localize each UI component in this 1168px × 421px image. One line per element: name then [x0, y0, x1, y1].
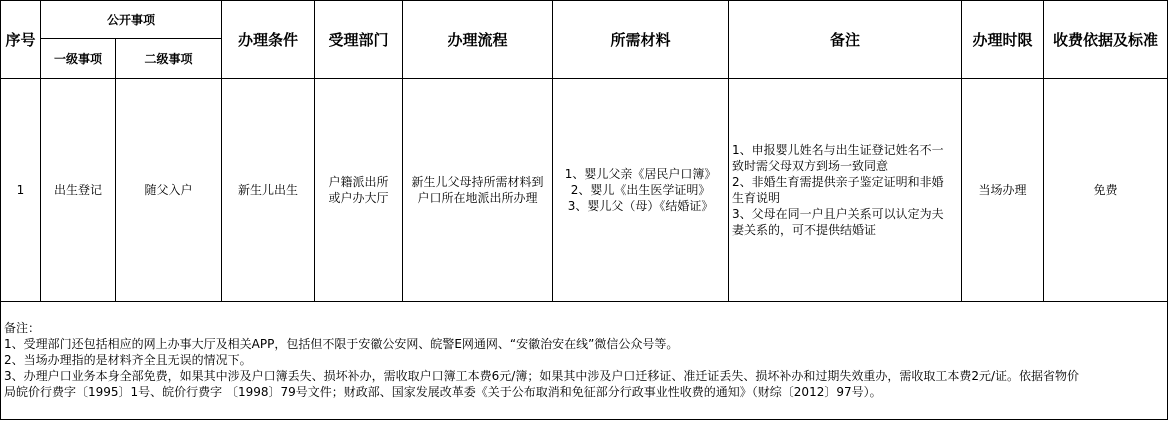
header-seq: 序号	[1, 1, 41, 79]
note-line: 2、当场办理指的是材料齐全且无误的情况下。	[4, 353, 252, 367]
cell-condition: 新生儿出生	[222, 79, 315, 302]
cell-process	[403, 79, 553, 302]
notes-title: 备注：	[4, 321, 41, 335]
header-public-items: 公开事项	[41, 1, 222, 39]
cell-seq: 1	[1, 79, 41, 302]
cell-time: 当场办理	[962, 79, 1044, 302]
table-row	[1, 79, 1168, 302]
process-line: 户口所在地派出所办理	[417, 191, 538, 205]
remark-line: 致时需父母双方到场一致同意	[732, 159, 889, 173]
remark-line: 3、父母在同一户且户关系可以认定为夫	[732, 207, 944, 221]
header-department: 受理部门	[315, 1, 403, 79]
note-line: 局皖价行费字〔1995〕1号、皖价行费字 〔1998〕79号文件；财政部、国家发展改革委《关于公布取消和免征部分行政事业性收费的通知》（财综〔2012〕97号）。	[4, 385, 882, 399]
cell-remarks	[729, 79, 962, 302]
process-line: 新生儿父母持所需材料到	[411, 175, 544, 189]
remark-line: 生育说明	[732, 191, 781, 205]
header-condition: 办理条件	[222, 1, 315, 79]
header-fee: 收费依据及标准	[1044, 1, 1168, 79]
header-level1: 一级事项	[41, 39, 116, 79]
remark-line: 1、申报婴儿姓名与出生证登记姓名不一	[732, 143, 944, 157]
header-remarks: 备注	[729, 1, 962, 79]
department-line: 或户办大厅	[328, 191, 389, 205]
cell-fee: 免费	[1044, 79, 1168, 302]
department-line: 户籍派出所	[328, 175, 389, 189]
header-materials: 所需材料	[553, 1, 729, 79]
cell-level2: 随父入户	[116, 79, 222, 302]
notes-section	[1, 302, 1168, 420]
header-time: 办理时限	[962, 1, 1044, 79]
header-process: 办理流程	[403, 1, 553, 79]
header-level2: 二级事项	[116, 39, 222, 79]
material-item: 3、婴儿父（母）《结婚证》	[567, 199, 714, 213]
note-line: 1、受理部门还包括相应的网上办事大厅及相关APP，包括但不限于安徽公安网、皖警E网通网、“安徽治安在线”微信公众号等。	[4, 337, 679, 351]
cell-materials	[553, 79, 729, 302]
cell-level1: 出生登记	[41, 79, 116, 302]
cell-department	[315, 79, 403, 302]
material-item: 2、婴儿《出生医学证明》	[570, 183, 711, 197]
remark-line: 妻关系的，可不提供结婚证	[732, 223, 877, 237]
material-item: 1、婴儿父亲《居民户口簿》	[564, 167, 717, 181]
remark-line: 2、非婚生育需提供亲子鉴定证明和非婚	[732, 175, 944, 189]
note-line: 3、办理户口业务本身全部免费，如果其中涉及户口簿丢失、损坏补办，需收取户口簿工本费6元/簿；如果其中涉及户口迁移证、准迁证丢失、损坏补办和过期失效重办，需收取工本费2元/证。依据省物价	[4, 369, 1079, 383]
